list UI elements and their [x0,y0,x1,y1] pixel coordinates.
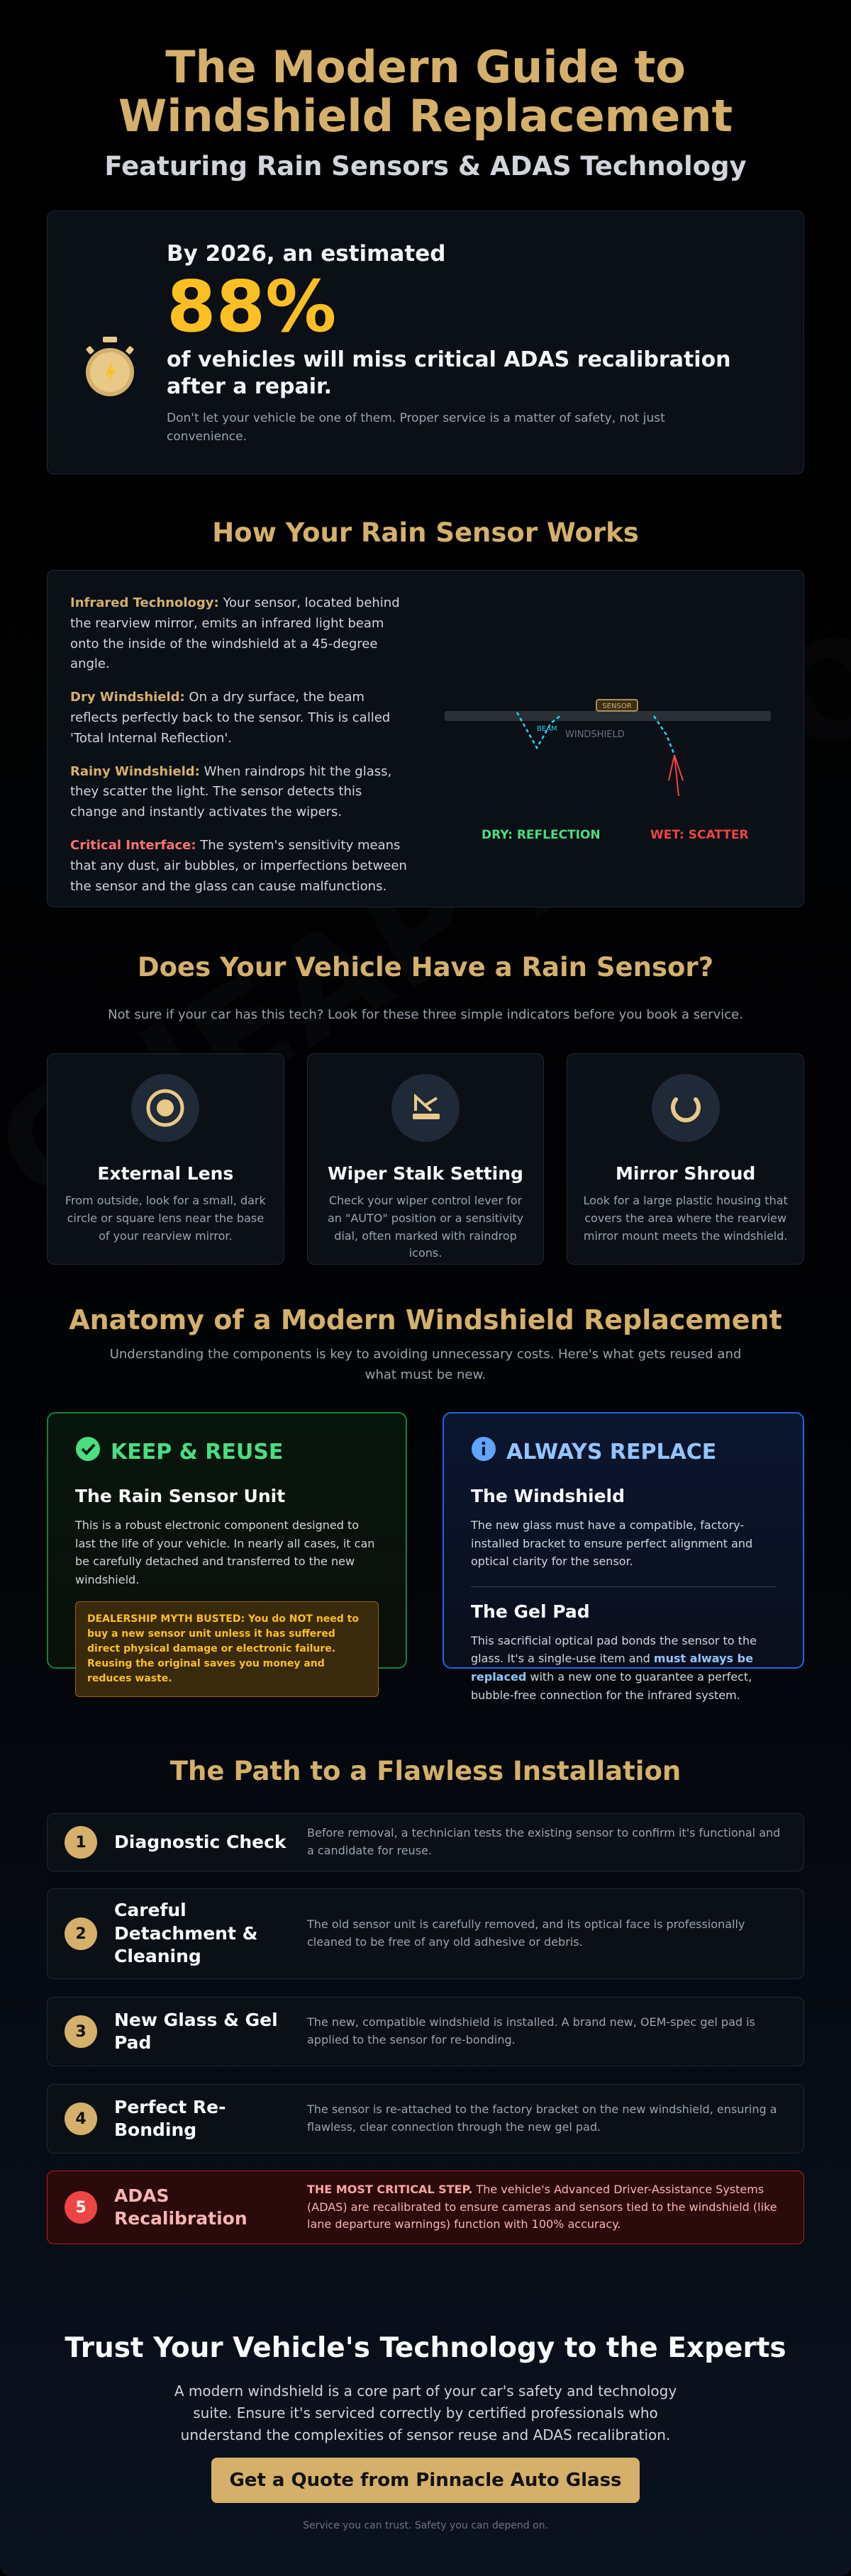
keep-header: KEEP & REUSE [75,1436,379,1467]
step-name: New Glass & Gel Pad [114,2009,278,2053]
dry-label: DRY: REFLECTION [482,828,601,842]
indicators-title: Does Your Vehicle Have a Rain Sensor? [137,952,714,982]
stat-card [47,211,804,474]
step-description: The sensor is re-attached to the factory bracket on the new windshield, ensuring a flawless, clear connection through the new gel pad. [307,2102,777,2134]
cta-footer: Service you can trust. Safety you can depend on. [303,2520,548,2531]
sensor-paragraph: Dry Windshield: On a dry surface, the beam reflects perfectly back to the sensor. This is called 'Total Internal Reflection'. [70,690,391,746]
windshield-label: WINDSHIELD [565,729,625,740]
step-item [47,1888,804,1979]
rain-sensor-diagram [430,613,785,883]
sensor-section-title: How Your Rain Sensor Works [212,517,639,548]
step-name: Perfect Re-Bonding [114,2096,226,2140]
stat-note: Don't let your vehicle be one of them. Proper service is a matter of safety, not just convenience. [167,411,665,444]
stopwatch-icon [82,335,138,402]
step-number: 4 [65,2102,97,2135]
keep-item-text: This is a robust electronic component designed to last the life of your vehicle. In nearly all cases, it can be carefully detached and transferred to the new windshield. [75,1518,375,1586]
indicator-card-wiper-stalk [307,1053,545,1265]
sensor-card [47,570,804,907]
step-description: Before removal, a technician tests the existing sensor to confirm it's functional and a candidate for reuse. [307,1826,781,1857]
step-description: The new, compatible windshield is installed. A brand new, OEM-spec gel pad is applied to the sensor for re-bonding. [307,2015,755,2046]
step-name: ADAS Recalibration [114,2185,247,2229]
scatter-arrow [669,755,683,796]
stat-value: 88% [167,265,337,348]
steps-title: The Path to a Flawless Installation [169,1756,682,1786]
replace-item-text-windshield: The new glass must have a compatible, factory-installed bracket to ensure perfect alignment and optical clarity for the sensor. [471,1518,753,1569]
step-item [47,1813,804,1871]
page-title: The Modern Guide to Windshield Replacement [118,41,733,142]
step-item-critical [47,2171,804,2244]
indicator-title: Mirror Shroud [616,1163,756,1184]
sensor-paragraph: Rainy Windshield: When raindrops hit the glass, they scatter the light. The sensor detects this change and instantly activates the wipers. [70,763,392,820]
cta-title: Trust Your Vehicle's Technology to the Experts [65,2332,786,2364]
info-icon [471,1436,496,1467]
anatomy-title: Anatomy of a Modern Windshield Replacement [69,1304,782,1335]
step-number: 1 [65,1826,97,1859]
sensor-label: SENSOR [602,702,632,710]
indicators-subtitle: Not sure if your car has this tech? Look for these three simple indicators before you book a service. [108,1007,743,1022]
windshield-glass [445,711,771,721]
get-quote-button[interactable]: Get a Quote from Pinnacle Auto Glass [211,2458,640,2503]
step-description: The old sensor unit is carefully removed, and its optical face is professionally cleaned to be free of any old adhesive or debris. [307,1917,745,1949]
replace-item-title-windshield: The Windshield [471,1486,625,1506]
wiper-icon [391,1074,460,1142]
sensor-paragraph: Critical Interface: The system's sensitivity means that any dust, air bubbles, or imperfections between the sensor and the glass can cause malfunctions. [70,837,407,894]
step-description: THE MOST CRITICAL STEP. The vehicle's Advanced Driver-Assistance Systems (ADAS) are recalibrated to ensure cameras and sensors tied to the windshield (like lane departure warnings) function with 100% accuracy. [307,2182,777,2231]
step-number: 3 [65,2015,97,2048]
myth-callout: DEALERSHIP MYTH BUSTED: You do NOT need to buy a new sensor unit unless it has suffered direct physical damage or electronic failure. Reusing the original saves you money and reduces waste. [75,1601,379,1697]
indicator-text: From outside, look for a small, dark circle or square lens near the base of your rearview mirror. [65,1194,266,1243]
lens-icon [131,1074,199,1142]
indicator-text: Look for a large plastic housing that covers the area where the rearview mirror mount meets the windshield. [583,1194,788,1243]
check-circle-icon [75,1436,101,1467]
cta-text: A modern windshield is a core part of your car's safety and technology suite. Ensure it's serviced correctly by certified professionals who understand the complexities of sensor reuse and ADAS recalibration. [174,2382,677,2443]
indicator-card-external-lens [47,1053,284,1265]
replace-item-title-gel-pad: The Gel Pad [471,1601,590,1622]
keep-item-title: The Rain Sensor Unit [75,1486,286,1506]
anatomy-subtitle: Understanding the components is key to avoiding unnecessary costs. Here's what gets reused and what must be new. [109,1347,742,1382]
step-name: Diagnostic Check [114,1831,287,1852]
step-name: Careful Detachment & Cleaning [114,1900,258,1967]
step-item [47,1997,804,2066]
wet-label: WET: SCATTER [650,828,749,842]
always-replace-card [443,1412,804,1702]
step-number: 5 [65,2191,97,2224]
indicator-card-mirror-shroud [567,1053,804,1265]
beam-label: BEAM [537,725,557,733]
stat-statement: of vehicles will miss critical ADAS recalibration after a repair. [167,347,731,399]
indicator-title: Wiper Stalk Setting [328,1163,523,1184]
stat-lead: By 2026, an estimated [167,241,446,267]
indicators-row [47,1053,804,1265]
mirror-icon [652,1074,720,1142]
sensor-explanation [70,593,411,909]
divider [471,1586,776,1587]
replace-header: ALWAYS REPLACE [471,1436,776,1467]
sensor-paragraph: Infrared Technology: Your sensor, located behind the rearview mirror, emits an infrared light beam onto the inside of the windshield at a 45-degree angle. [70,595,400,672]
step-number: 2 [65,1917,97,1950]
indicator-text: Check your wiper control lever for an "AUTO" position or a sensitivity dial, often marked with raindrop icons. [327,1194,524,1260]
step-item [47,2084,804,2154]
page-subtitle: Featuring Rain Sensors & ADAS Technology [104,150,747,181]
indicator-title: External Lens [97,1163,234,1184]
replace-item-text-gel-pad: This sacrificial optical pad bonds the sensor to the glass. It's a single-use item and must always be replaced with a new one to guarantee a perfect, bubble-free connection for the infrared system. [471,1633,757,1702]
wet-beam-path [654,716,674,755]
keep-reuse-card [47,1412,407,1685]
